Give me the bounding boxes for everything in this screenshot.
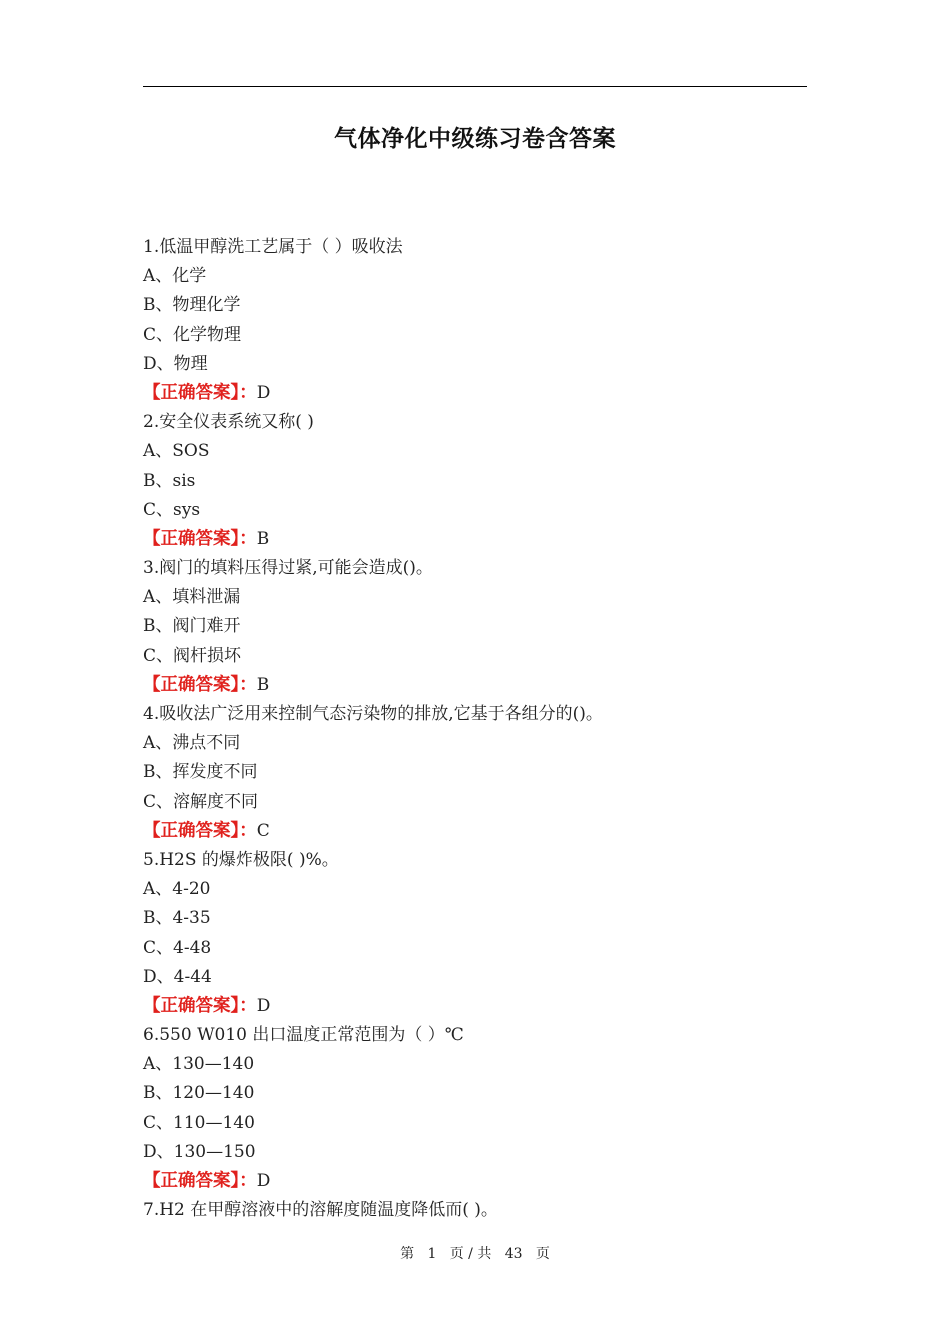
correct-answer-line [143,992,823,1021]
answer-option: A、沸点不同 [143,733,241,754]
answer-option: C、4-48 [143,937,212,958]
question-stem: 3.阀门的填料压得过紧,可能会造成()。 [143,558,433,579]
correct-answer-value: D [256,1171,271,1191]
answer-option: B、阀门难开 [143,616,241,637]
question-stem: 4.吸收法广泛用来控制气态污染物的排放,它基于各组分的()。 [143,704,603,724]
answer-option: C、化学物理 [143,324,242,345]
correct-answer-label: 【正确答案】： [143,528,257,549]
answer-option: D、130—150 [143,1141,256,1162]
correct-answer-value: C [256,820,270,841]
correct-answer-label: 【正确答案】： [143,995,257,1016]
page-suffix: 页 [535,1246,550,1262]
correct-answer-label: 【正确答案】： [143,382,257,403]
correct-answer-line [143,1167,823,1196]
page-prefix: 第 [400,1246,415,1262]
question-block [143,408,823,554]
correct-answer-line [143,525,823,554]
question-block [143,554,823,700]
question-block [143,700,823,846]
correct-answer-value: B [256,674,270,695]
question-stem: 2.安全仪表系统又称( ) [143,412,314,433]
answer-option: A、4-20 [143,879,211,900]
answer-option: D、4-44 [143,966,212,987]
answer-option: A、化学 [143,266,207,287]
correct-answer-label: 【正确答案】： [143,820,257,841]
answer-option: D、物理 [143,353,208,374]
answer-option: B、4-35 [143,908,211,929]
answer-option: A、130—140 [143,1054,255,1075]
question-stem: 1.低温甲醇洗工艺属于（ ）吸收法 [143,237,403,257]
answer-option: C、110—140 [143,1112,255,1133]
question-stem: 6.550 W010 出口温度正常范围为（ ）℃ [143,1025,464,1046]
correct-answer-label: 【正确答案】： [143,674,257,695]
question-block [143,233,823,408]
correct-answer-value: D [256,995,271,1016]
question-block [143,1021,823,1196]
answer-option: C、溶解度不同 [143,791,259,812]
answer-option: C、sys [143,499,201,520]
answer-option: A、SOS [143,441,210,462]
answer-option: B、sis [143,470,196,491]
document-title: 气体净化中级练习卷含答案 [334,126,616,152]
correct-answer-line [143,817,823,846]
correct-answer-label: 【正确答案】： [143,1171,257,1191]
answer-option: A、填料泄漏 [143,587,241,608]
page-footer [0,1243,950,1263]
answer-option: B、挥发度不同 [143,762,258,783]
question-block [143,1196,823,1225]
correct-answer-line [143,671,823,700]
answer-option: B、物理化学 [143,295,241,316]
question-stem: 7.H2 在甲醇溶液中的溶解度随温度降低而( )。 [143,1200,498,1221]
page-current: 1 [427,1246,437,1262]
header-rule [143,86,807,87]
question-block [143,846,823,1021]
correct-answer-line [143,379,823,408]
page-mid: 页 / 共 [449,1246,492,1262]
page-total: 43 [504,1246,523,1262]
question-list [143,233,823,1225]
correct-answer-value: B [256,528,270,549]
correct-answer-value: D [256,382,271,403]
answer-option: B、120—140 [143,1083,255,1104]
answer-option: C、阀杆损坏 [143,645,242,666]
question-stem: 5.H2S 的爆炸极限( )%。 [143,849,339,870]
